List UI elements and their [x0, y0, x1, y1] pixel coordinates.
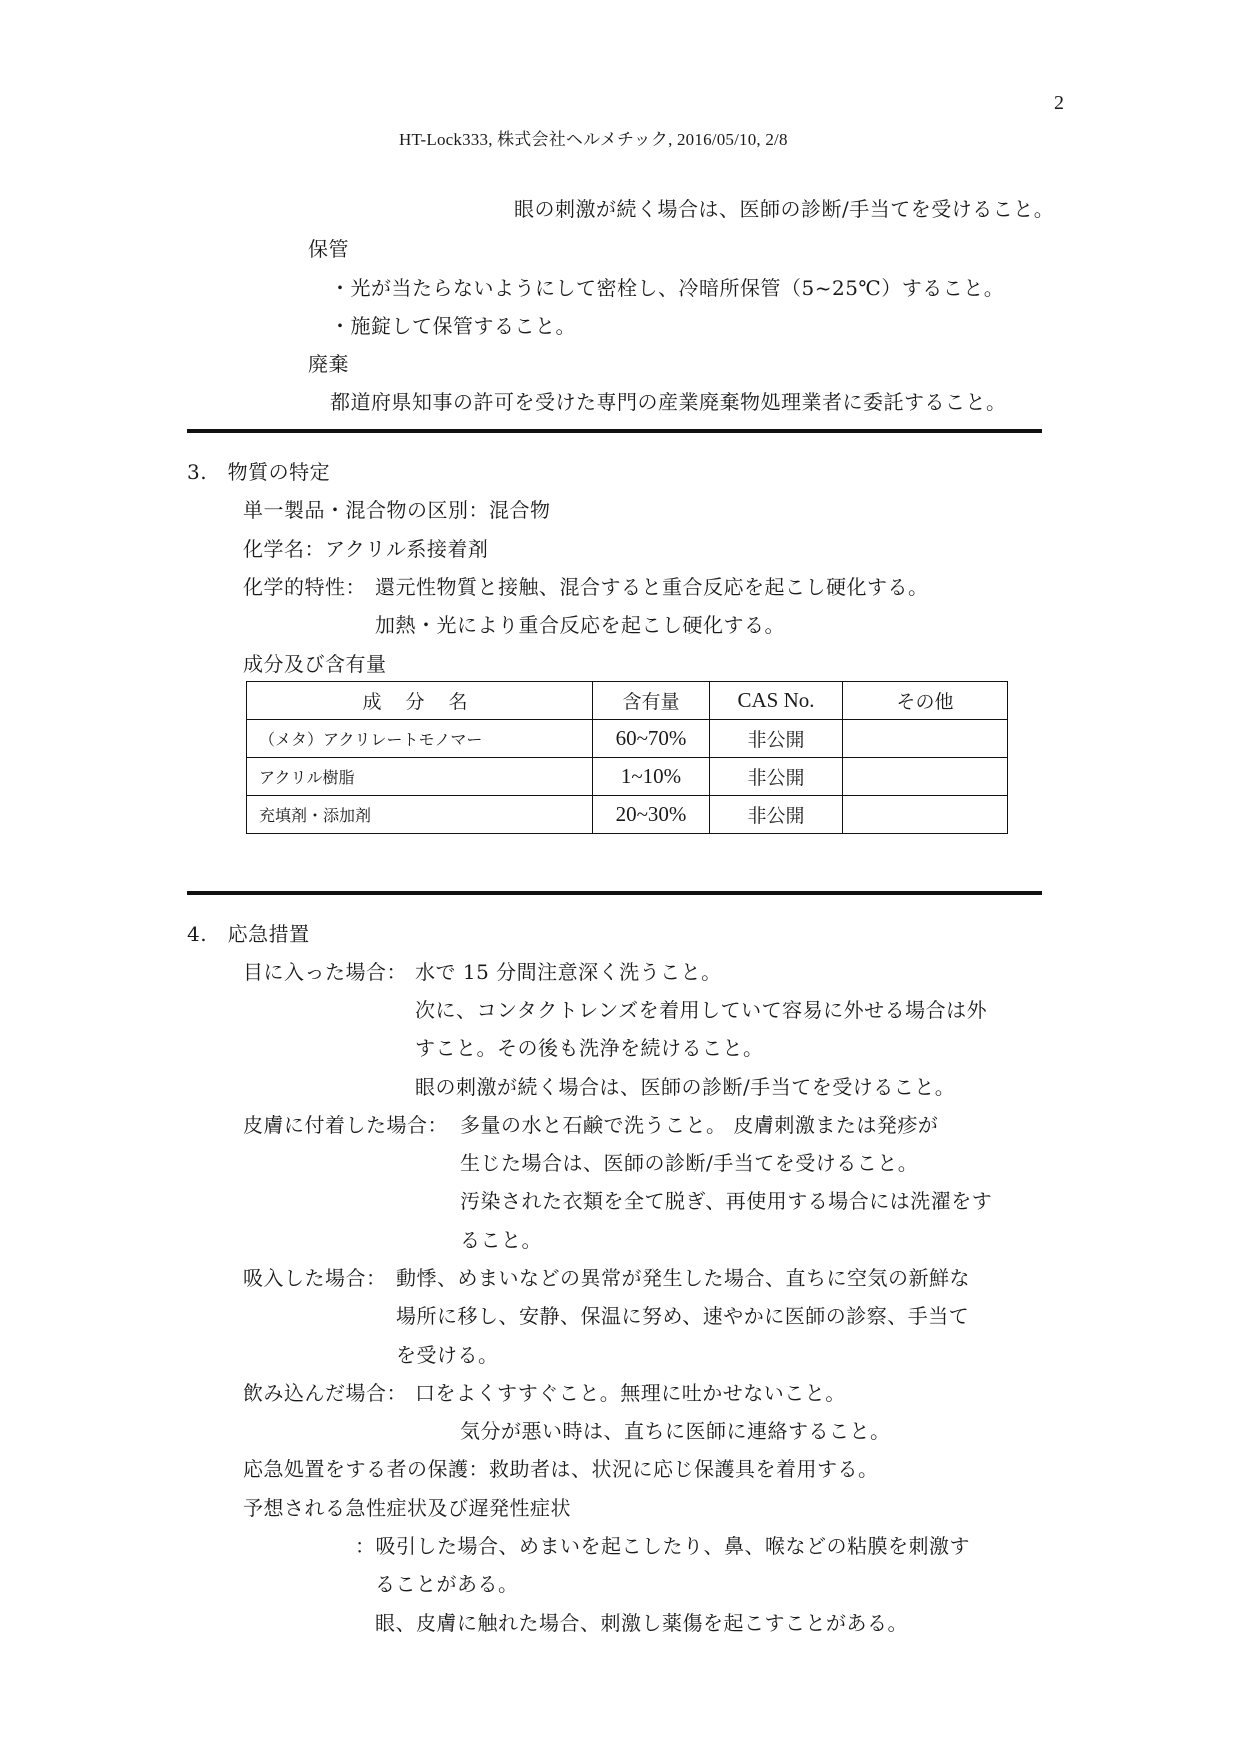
component-content: 20~30% [593, 796, 710, 834]
eye-contact-line: 水で 15 分間注意深く洗うこと。 [415, 960, 722, 984]
header-content: 含有量 [593, 682, 710, 720]
component-name: 充填剤・添加剤 [247, 796, 593, 834]
component-other [843, 758, 1008, 796]
component-name: アクリル樹脂 [247, 758, 593, 796]
page-number: 2 [1054, 92, 1064, 114]
eye-contact-line: 次に、コンタクトレンズを着用していて容易に外せる場合は外 [415, 998, 988, 1022]
inhalation-label: 吸入した場合： [243, 1266, 387, 1290]
table-row [247, 720, 1008, 758]
skin-contact-line: 多量の水と石鹸で洗うこと。 皮膚刺激または発疹が [460, 1113, 939, 1137]
disposal-text: 都道府県知事の許可を受けた専門の産業廃棄物処理業者に委託すること。 [330, 390, 1007, 414]
running-header: HT-Lock333, 株式会社ヘルメチック, 2016/05/10, 2/8 [399, 130, 788, 149]
symptoms-line: ：吸引した場合、めまいを起こしたり、鼻、喉などの粘膜を刺激す [355, 1534, 970, 1558]
component-content: 60~70% [593, 720, 710, 758]
skin-contact-line: 汚染された衣類を全て脱ぎ、再使用する場合には洗濯をす [460, 1189, 993, 1213]
component-content: 1~10% [593, 758, 710, 796]
chemical-name: 化学名：アクリル系接着剤 [243, 537, 489, 561]
symptoms-line: ることがある。 [375, 1572, 519, 1596]
section-divider [187, 891, 1042, 895]
storage-item: ・光が当たらないようにして密栓し、冷暗所保管（5~25℃）すること。 [330, 276, 1005, 300]
properties-label: 化学的特性： [243, 575, 366, 599]
rescuer-protection: 応急処置をする者の保護：救助者は、状況に応じ保護具を着用する。 [243, 1457, 879, 1481]
ingestion-line: 口をよくすすぐこと。無理に吐かせないこと。 [415, 1381, 846, 1405]
classification: 単一製品・混合物の区別：混合物 [243, 498, 551, 522]
eye-contact-label: 目に入った場合： [243, 960, 407, 984]
properties-line: 加熱・光により重合反応を起こし硬化する。 [375, 613, 785, 637]
component-cas: 非公開 [710, 720, 843, 758]
symptoms-line: 眼、皮膚に触れた場合、刺激し薬傷を起こすことがある。 [375, 1611, 908, 1635]
table-row [247, 796, 1008, 834]
storage-title: 保管 [308, 237, 349, 261]
header-cas-no: CAS No. [710, 682, 843, 720]
ingestion-line: 気分が悪い時は、直ちに医師に連絡すること。 [460, 1419, 891, 1443]
component-other [843, 796, 1008, 834]
eye-contact-line: 眼の刺激が続く場合は、医師の診断/手当てを受けること。 [415, 1075, 956, 1099]
disposal-title: 廃棄 [308, 352, 349, 376]
inhalation-line: を受ける。 [396, 1343, 499, 1367]
component-other [843, 720, 1008, 758]
symptoms-title: 予想される急性症状及び遅発性症状 [243, 1496, 571, 1520]
storage-item: ・施錠して保管すること。 [330, 314, 576, 338]
component-cas: 非公開 [710, 758, 843, 796]
table-header-row [247, 682, 1008, 720]
skin-contact-line: ること。 [460, 1228, 542, 1252]
section-3-heading: 3. 物質の特定 [187, 460, 331, 484]
section-4-heading: 4. 応急措置 [187, 922, 310, 946]
header-other: その他 [843, 682, 1008, 720]
eye-contact-line: すこと。その後も洗浄を続けること。 [415, 1036, 764, 1060]
composition-table [246, 681, 1008, 834]
header-component-name: 成 分 名 [247, 682, 593, 720]
table-row [247, 758, 1008, 796]
inhalation-line: 動悸、めまいなどの異常が発生した場合、直ちに空気の新鮮な [396, 1266, 970, 1290]
properties-line: 還元性物質と接触、混合すると重合反応を起こし硬化する。 [375, 575, 929, 599]
section-divider [187, 429, 1042, 433]
inhalation-line: 場所に移し、安静、保温に努め、速やかに医師の診察、手当て [396, 1304, 970, 1328]
component-name: （メタ）アクリレートモノマー [247, 720, 593, 758]
composition-title: 成分及び含有量 [243, 652, 387, 676]
component-cas: 非公開 [710, 796, 843, 834]
skin-contact-label: 皮膚に付着した場合： [243, 1113, 448, 1137]
eye-irritation-line: 眼の刺激が続く場合は、医師の診断/手当てを受けること。 [514, 197, 1055, 221]
skin-contact-line: 生じた場合は、医師の診断/手当てを受けること。 [460, 1151, 919, 1175]
ingestion-label: 飲み込んだ場合： [243, 1381, 407, 1405]
